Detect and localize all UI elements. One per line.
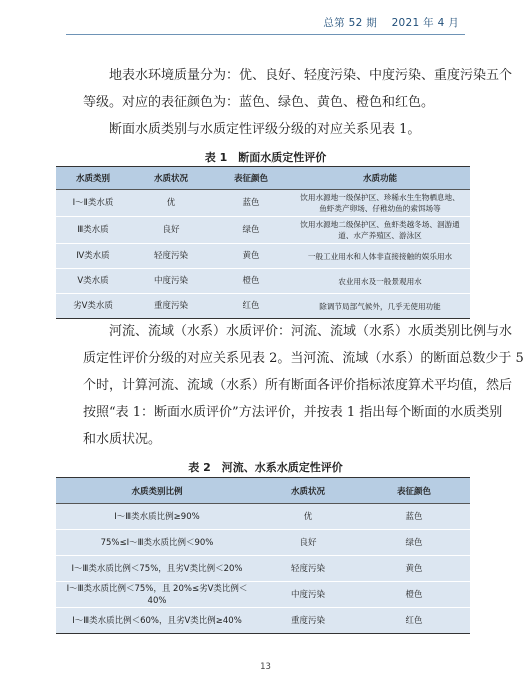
table-row [56,217,470,244]
cell-color: 绿色 [212,217,290,244]
paragraph-line: 断面水质类别与水质定性评级分级的对应关系见表 1。 [109,122,421,137]
table1-header-function: 水质功能 [290,167,470,190]
paragraph-line: 和水质状况。 [83,432,162,447]
table-row [56,244,470,269]
paragraph-quality-grades [83,62,513,143]
function-line: 饮用水源地一级保护区、珍稀水生生物栖息地、 [300,193,460,202]
table2-header-ratio: 水质类别比例 [56,478,258,504]
table2-header-status: 水质状况 [258,478,358,504]
cell-function: 一般工业用水和人体非直接接触的娱乐用水 [290,244,470,269]
table-row [56,504,470,530]
cell-status: 良好 [258,530,358,556]
cell-status: 轻度污染 [130,244,212,269]
header-issue: 总第 52 期 [323,17,378,29]
cell-category: Ⅴ类水质 [56,269,130,294]
cell-color: 蓝色 [358,504,470,530]
cell-status: 中度污染 [258,582,358,608]
table2-header-color: 表征颜色 [358,478,470,504]
table1-caption: 表 1 断面水质定性评价 [204,151,327,164]
cell-status: 重度污染 [130,294,212,319]
paragraph-line: 地表水环境质量分为：优、良好、轻度污染、中度污染、重度污染五个 [109,68,513,83]
table-row [56,608,470,634]
cell-status: 优 [130,190,212,217]
cell-ratio: Ⅰ～Ⅲ类水质比例＜75%，且劣Ⅴ类比例＜20% [56,556,258,582]
cell-category: Ⅳ类水质 [56,244,130,269]
running-header [0,0,531,34]
table-row [56,556,470,582]
table2-header-row [56,478,470,504]
cell-status: 重度污染 [258,608,358,634]
cell-category: Ⅰ～Ⅱ类水质 [56,190,130,217]
cell-color: 橙色 [212,269,290,294]
cell-function [290,217,470,244]
cell-ratio: Ⅰ～Ⅲ类水质比例＜60%，且劣Ⅴ类比例≥40% [56,608,258,634]
table-row [56,190,470,217]
table1-header-category: 水质类别 [56,167,130,190]
table-row [56,294,470,319]
cell-status: 轻度污染 [258,556,358,582]
cell-color: 蓝色 [212,190,290,217]
table-row [56,530,470,556]
function-line: 鱼虾类产卵场、仔稚幼鱼的索饵场等 [319,204,441,213]
cell-color: 黄色 [358,556,470,582]
cell-category: 劣Ⅴ类水质 [56,294,130,319]
table1-header-row [56,167,470,190]
cell-ratio: Ⅰ～Ⅲ类水质比例≥90% [56,504,258,530]
header-date: 2021 年 4 月 [391,17,459,29]
paragraph-river-evaluation [83,318,524,453]
table2 [56,477,470,634]
table-row [56,582,470,608]
table1-header-color: 表征颜色 [212,167,290,190]
table-row [56,269,470,294]
cell-color: 绿色 [358,530,470,556]
function-line: 道、水产养殖区、游泳区 [338,231,422,240]
paragraph-line: 质定性评价分级的对应关系见表 2。当河流、流域（水系）的断面总数少于 5 [83,351,524,366]
cell-color: 红色 [358,608,470,634]
cell-status: 中度污染 [130,269,212,294]
table1 [56,166,470,319]
table1-header-status: 水质状况 [130,167,212,190]
cell-function: 农业用水及一般景观用水 [290,269,470,294]
page-number: 13 [260,662,271,672]
paragraph-line: 按照“表 1：断面水质评价”方法评价，并按表 1 指出每个断面的水质类别 [83,405,503,420]
cell-category: Ⅲ类水质 [56,217,130,244]
table2-caption: 表 2 河流、水系水质定性评价 [188,461,343,474]
cell-ratio: Ⅰ～Ⅲ类水质比例＜75%，且 20%≤劣Ⅴ类比例＜40% [56,582,258,608]
cell-color: 黄色 [212,244,290,269]
cell-function [290,190,470,217]
paragraph-line: 河流、流域（水系）水质评价：河流、流域（水系）水质类别比例与水 [109,324,513,339]
function-line: 饮用水源地二级保护区、鱼虾类越冬场、洄游通 [300,220,460,229]
paragraph-line: 等级。对应的表征颜色为：蓝色、绿色、黄色、橙色和红色。 [83,95,435,110]
header-rule [66,34,465,35]
cell-color: 橙色 [358,582,470,608]
cell-status: 良好 [130,217,212,244]
cell-function: 除调节局部气候外，几乎无使用功能 [290,294,470,319]
cell-status: 优 [258,504,358,530]
cell-color: 红色 [212,294,290,319]
header-text [323,15,459,30]
paragraph-line: 个时，计算河流、流域（水系）所有断面各评价指标浓度算术平均值，然后 [83,378,513,393]
cell-ratio: 75%≤Ⅰ～Ⅲ类水质比例＜90% [56,530,258,556]
